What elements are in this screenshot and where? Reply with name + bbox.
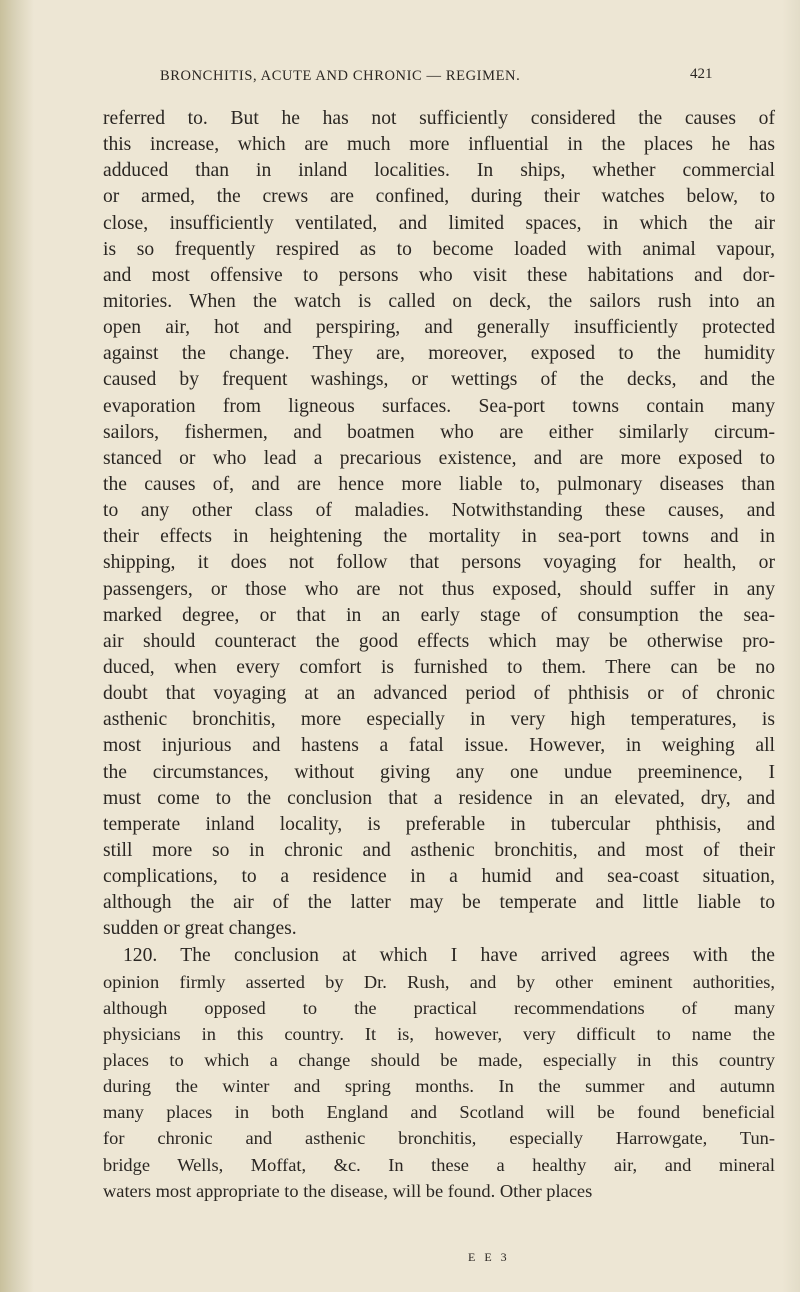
text-line: still more so in chronic and asthenic bronchitis, and most of their xyxy=(103,839,775,861)
text-line: physicians in this country. It is, however, very difficult to name the xyxy=(103,1023,775,1044)
text-line: passengers, or those who are not thus exposed, should suffer in any xyxy=(103,578,775,600)
text-line: duced, when every comfort is furnished to them. There can be no xyxy=(103,656,775,678)
text-line: is so frequently respired as to become loaded with animal vapour, xyxy=(103,238,775,260)
text-line: sudden or great changes. xyxy=(103,918,297,940)
text-line: doubt that voyaging at an advanced period of phthisis or of chronic xyxy=(103,683,775,705)
text-line: to any other class of maladies. Notwithstanding these causes, and xyxy=(103,500,775,522)
text-line: marked degree, or that in an early stage of consumption the sea- xyxy=(103,604,775,626)
text-line: places to which a change should be made, especially in this country xyxy=(103,1050,775,1071)
body-text xyxy=(103,106,775,1204)
text-line: although the air of the latter may be temperate and little liable to xyxy=(103,892,775,914)
text-line: many places in both England and Scotland will be found beneficial xyxy=(103,1102,775,1123)
text-line: shipping, it does not follow that persons voyaging for health, or xyxy=(103,552,775,574)
text-line: bridge Wells, Moffat, &c. In these a healthy air, and mineral xyxy=(103,1154,775,1175)
signature-mark: E E 3 xyxy=(468,1250,510,1264)
text-line: close, insufficiently ventilated, and limited spaces, in which the air xyxy=(103,212,775,234)
text-line: sailors, fishermen, and boatmen who are either similarly circum- xyxy=(103,421,775,443)
text-line: against the change. They are, moreover, exposed to the humidity xyxy=(103,343,775,365)
text-line: and most offensive to persons who visit these habitations and dor- xyxy=(103,264,775,286)
running-head: BRONCHITIS, ACUTE AND CHRONIC — REGIMEN. xyxy=(160,68,521,84)
page-number: 421 xyxy=(690,66,713,82)
text-line: air should counteract the good effects which may be otherwise pro- xyxy=(103,630,775,652)
text-line: adduced than in inland localities. In ships, whether commercial xyxy=(103,160,775,182)
paragraph-120-first-line: 120. The conclusion at which I have arrived agrees with the xyxy=(123,944,775,966)
text-line: or armed, the crews are confined, during their watches below, to xyxy=(103,186,775,208)
text-line: for chronic and asthenic bronchitis, especially Harrowgate, Tun- xyxy=(103,1128,775,1149)
text-line: complications, to a residence in a humid and sea-coast situation, xyxy=(103,866,775,888)
text-line: asthenic bronchitis, more especially in very high temperatures, is xyxy=(103,709,775,731)
text-line: open air, hot and perspiring, and generally insufficiently protected xyxy=(103,317,775,339)
text-line: referred to. But he has not sufficiently considered the causes of xyxy=(103,108,775,129)
text-line: this increase, which are much more influential in the places he has xyxy=(103,134,775,156)
text-line: must come to the conclusion that a residence in an elevated, dry, and xyxy=(103,787,775,809)
text-line: waters most appropriate to the disease, will be found. Other places xyxy=(103,1180,593,1201)
text-line: during the winter and spring months. In the summer and autumn xyxy=(103,1076,775,1097)
text-line: evaporation from ligneous surfaces. Sea-port towns contain many xyxy=(103,395,775,417)
text-line: temperate inland locality, is preferable in tubercular phthisis, and xyxy=(103,813,775,835)
text-line: mitories. When the watch is called on deck, the sailors rush into an xyxy=(103,290,775,312)
text-line: stanced or who lead a precarious existence, and are more exposed to xyxy=(103,447,775,469)
text-line: opinion firmly asserted by Dr. Rush, and by other eminent authorities, xyxy=(103,971,775,992)
text-line: most injurious and hastens a fatal issue. However, in weighing all xyxy=(103,735,775,757)
text-line: the causes of, and are hence more liable to, pulmonary diseases than xyxy=(103,473,775,495)
text-line: the circumstances, without giving any one undue preeminence, I xyxy=(103,761,775,783)
text-line: their effects in heightening the mortality in sea-port towns and in xyxy=(103,526,775,548)
text-line: caused by frequent washings, or wettings of the decks, and the xyxy=(103,369,775,391)
text-line: although opposed to the practical recommendations of many xyxy=(103,997,775,1018)
